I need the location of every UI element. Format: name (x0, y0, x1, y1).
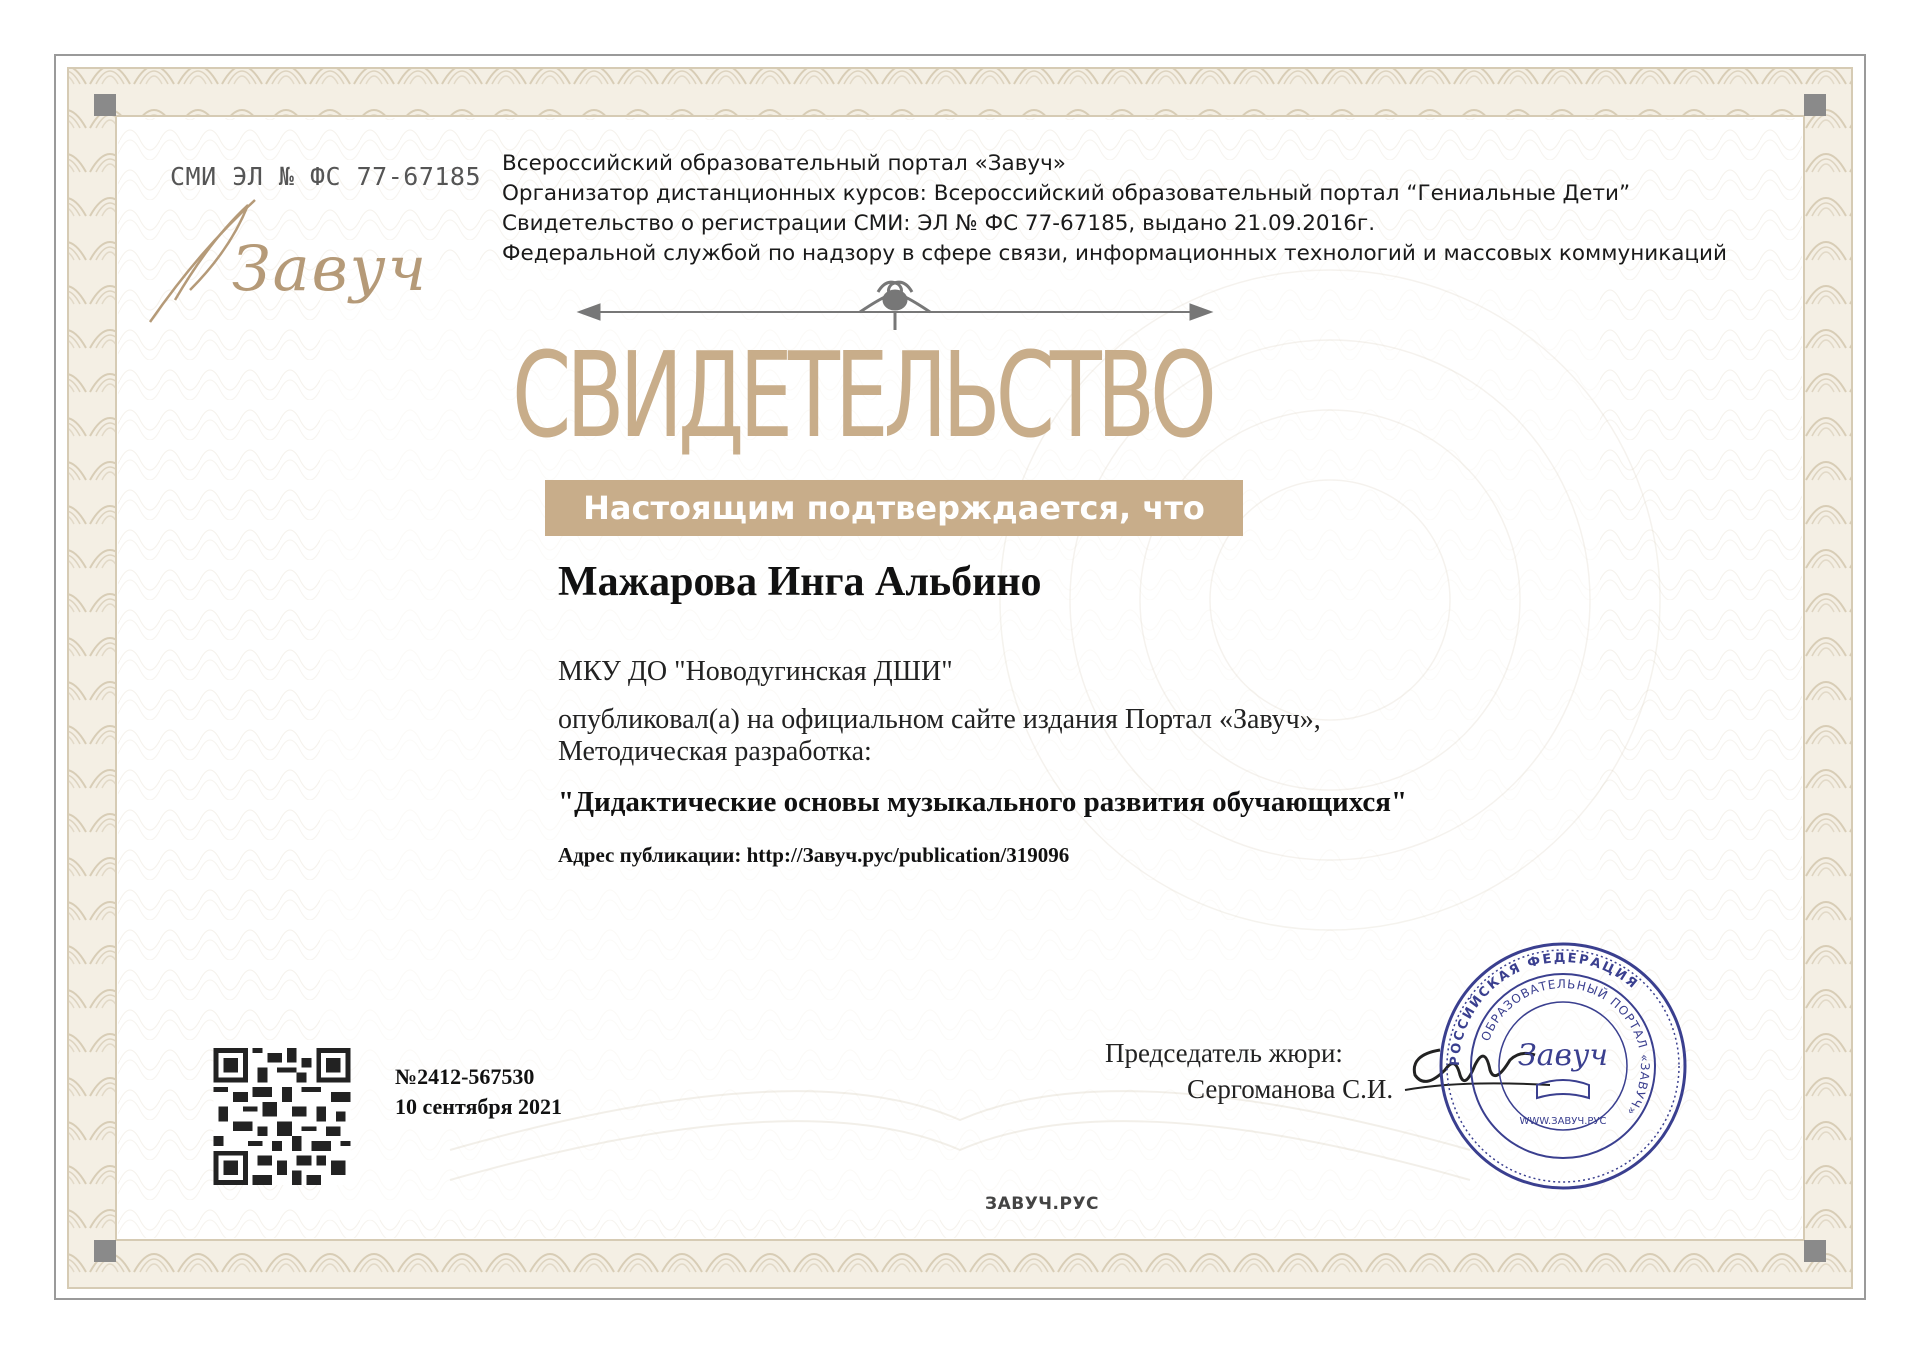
qr-code (212, 1048, 352, 1185)
published-line-2: Методическая разработка: (558, 736, 872, 767)
seal-center-text: Завуч (1517, 1038, 1609, 1073)
organization: МКУ ДО "Новодугинская ДШИ" (558, 656, 953, 687)
certificate-title: СВИДЕТЕЛЬСТВО (512, 326, 1212, 464)
zavuch-logo: Завуч (232, 232, 429, 305)
header-line-1: Всероссийский образовательный портал «Завуч» (502, 151, 1066, 176)
header-line-2: Организатор дистанционных курсов: Всероссийский образовательный портал “Гениальные Дети” (502, 181, 1631, 206)
header-line-4: Федеральной службой по надзору в сфере связи, информационных технологий и массовых коммуникаций (502, 241, 1727, 266)
certificate-number-block (395, 1062, 562, 1122)
seal-outer-text: РОССИЙСКАЯ ФЕДЕРАЦИЯ (1447, 950, 1641, 1067)
seal-site-text: WWW.ЗАВУЧ.РУС (1519, 1116, 1607, 1127)
certificate-date: 10 сентября 2021 (395, 1094, 563, 1119)
media-registration-label: СМИ ЭЛ № ФС 77-67185 (170, 162, 482, 191)
jury-name: Сергоманова С.И. (1187, 1074, 1394, 1104)
seal-inner-text: ОБРАЗОВАТЕЛЬНЫЙ ПОРТАЛ «ЗАВУЧ» (1478, 976, 1653, 1119)
jury-title: Председатель жюри: (1105, 1038, 1343, 1068)
header-line-3: Свидетельство о регистрации СМИ: ЭЛ № ФС 77-67185, выдано 21.09.2016г. (502, 211, 1376, 236)
work-title: "Дидактические основы музыкального развития обучающихся" (558, 786, 1408, 818)
published-line-1: опубликовал(а) на официальном сайте издания Портал «Завуч», (558, 704, 1321, 735)
publication-address: Адрес публикации: http://Завуч.рус/publication/319096 (558, 843, 1070, 867)
seal-stamp-icon (1437, 940, 1689, 1192)
published-text (558, 704, 1321, 768)
footer-brand: ЗАВУЧ.РУС (985, 1194, 1100, 1214)
recipient-name: Мажарова Инга Альбино (558, 559, 1042, 605)
subtitle-banner: Настоящим подтверждается, что (545, 480, 1243, 536)
certificate-number: №2412-567530 (395, 1064, 535, 1089)
